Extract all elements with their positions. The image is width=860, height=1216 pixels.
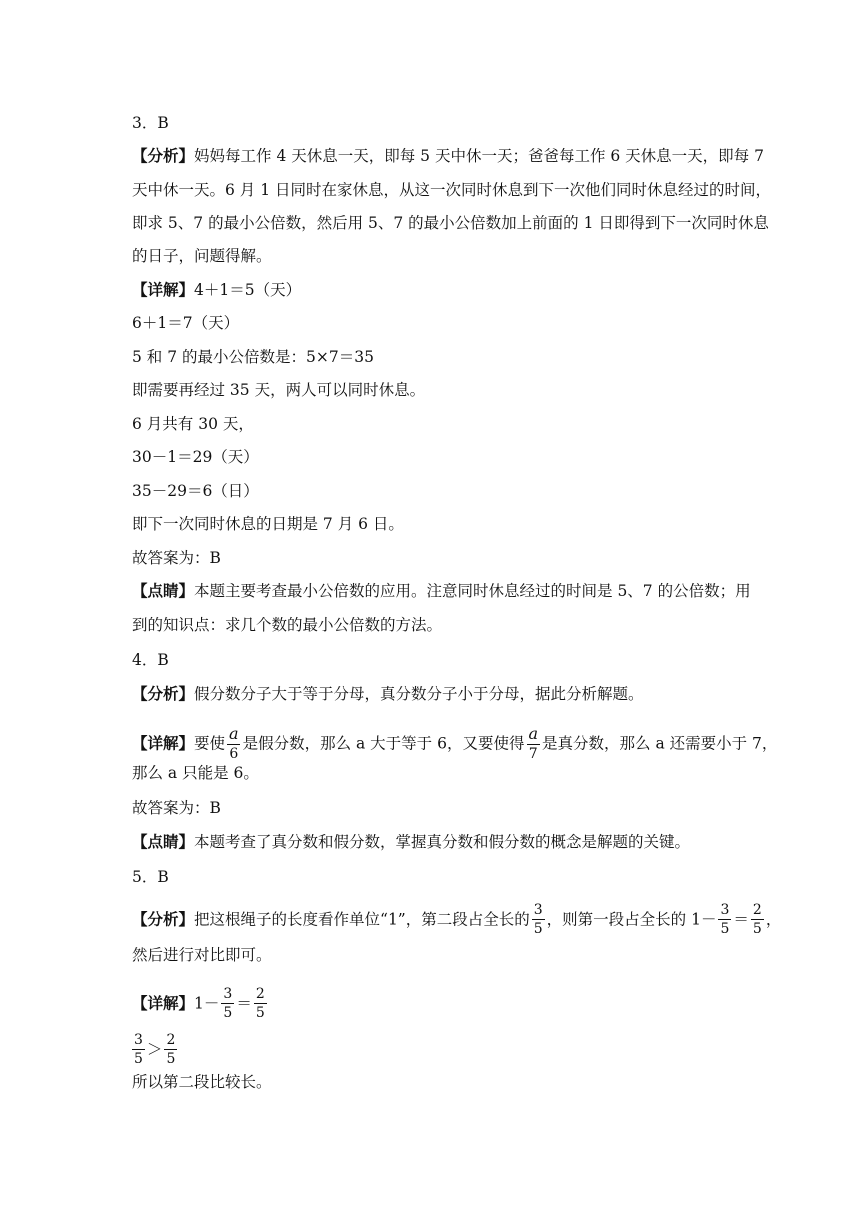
q3-detail-line-1: 【详解】4＋1＝5（天） <box>132 280 302 299</box>
greater-than-sign: ＞ <box>146 1040 163 1059</box>
analysis-tag: 【分析】 <box>132 909 195 929</box>
q5-detail-line-1: 【详解】1－ $\frac{3}{5}$ ＝ $\frac{2}{5}$ <box>132 986 265 1021</box>
q5-conclusion: 所以第二段比较长。 <box>132 1073 272 1091</box>
q3-detail-line-4: 即需要再经过 35 天，两人可以同时休息。 <box>132 381 426 399</box>
q4-detail-line-1: 【详解】要使 $\frac{a}{6}$ 是假分数，那么 a 大于等于 6，又要使得 $\frac{a}{7}$ 是真分数，那么 a 还需要小于 7， <box>132 724 778 762</box>
q3-comment-line-2: 到的知识点：求几个数的最小公倍数的方法。 <box>132 616 443 634</box>
detail-tag: 【详解】 <box>132 280 195 299</box>
q4-detail-line-2: 那么 a 只能是 6。 <box>132 764 259 782</box>
fraction-a-over-7: $\frac{a}{7}$ <box>528 724 539 762</box>
q5-comparison <box>130 1034 179 1067</box>
q3-detail-line-8: 即下一次同时休息的日期是 7 月 6 日。 <box>132 515 404 533</box>
q3-detail-line-7: 35－29＝6（日） <box>132 482 259 500</box>
q3-answer: 故答案为：B <box>132 549 221 567</box>
fraction-2-over-5: $\frac{2}{5}$ <box>166 1032 176 1067</box>
q5-number: 5．B <box>132 868 169 886</box>
analysis-tag: 【分析】 <box>132 146 195 165</box>
detail-tag: 【详解】 <box>132 733 195 753</box>
fraction-2-over-5: $\frac{2}{5}$ <box>752 902 762 937</box>
q4-number: 4．B <box>132 651 169 669</box>
q3-detail-line-2: 6＋1＝7（天） <box>132 314 240 332</box>
q3-detail-line-3: 5 和 7 的最小公倍数是：5×7＝35 <box>132 348 374 366</box>
q3-analysis-line-4: 的日子，问题得解。 <box>132 247 272 265</box>
q4-comment-line-1: 【点睛】本题考查了真分数和假分数，掌握真分数和假分数的概念是解题的关键。 <box>132 832 691 851</box>
fraction-3-over-5: $\frac{3}{5}$ <box>134 1032 143 1067</box>
fraction-3-over-5: $\frac{3}{5}$ <box>533 902 543 937</box>
q3-analysis-line-2: 天中休一天。6 月 1 日同时在家休息，从这一次同时休息到下一次他们同时休息经过的时间， <box>132 181 772 199</box>
comment-tag: 【点睛】 <box>132 832 195 851</box>
q3-comment-line-1: 【点睛】本题主要考查最小公倍数的应用。注意同时休息经过的时间是 5、7 的公倍数；用 <box>132 581 751 600</box>
q5-analysis-line-1: 【分析】把这根绳子的长度看作单位“1”，第二段占全长的 $\frac{3}{5}$ ，则第一段占全长的 1－ $\frac{3}{5}$ ＝ $\frac{2}{5}$ ， <box>132 902 782 937</box>
analysis-tag: 【分析】 <box>132 684 195 703</box>
q3-analysis-line-1: 【分析】妈妈每工作 4 天休息一天，即每 5 天中休一天；爸爸每工作 6 天休息一天，即每 7 <box>132 146 764 165</box>
q5-analysis-line-2: 然后进行对比即可。 <box>132 946 272 964</box>
fraction-3-over-5: $\frac{3}{5}$ <box>223 986 233 1021</box>
fraction-3-over-5: $\frac{3}{5}$ <box>720 902 730 937</box>
q3-detail-line-5: 6 月共有 30 天， <box>132 415 254 433</box>
fraction-a-over-6: $\frac{a}{6}$ <box>229 724 239 762</box>
detail-tag: 【详解】 <box>132 993 195 1013</box>
q3-analysis-line-3: 即求 5、7 的最小公倍数，然后用 5、7 的最小公倍数加上前面的 1 日即得到下一次同时休息 <box>132 214 769 232</box>
fraction-2-over-5: $\frac{2}{5}$ <box>255 986 265 1021</box>
q4-analysis-line-1: 【分析】假分数分子大于等于分母，真分数分子小于分母，据此分析解题。 <box>132 684 644 703</box>
comment-tag: 【点睛】 <box>132 581 195 600</box>
q3-number: 3．B <box>132 114 169 132</box>
q4-answer: 故答案为：B <box>132 799 221 817</box>
q3-detail-line-6: 30－1＝29（天） <box>132 448 259 466</box>
